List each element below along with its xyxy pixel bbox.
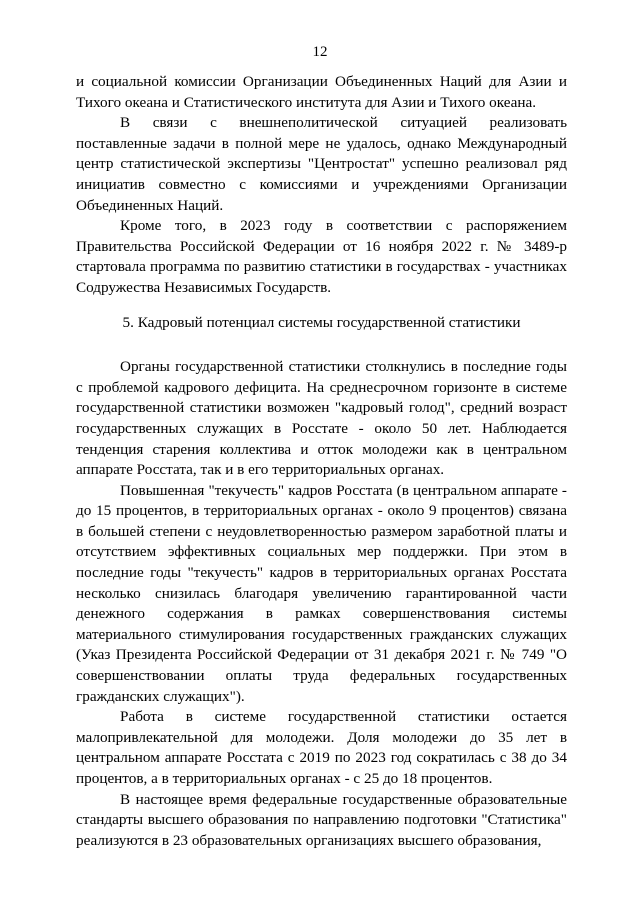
- paragraph-youth-share: Работа в системе государственной статистики остается малопривлекательной для молодежи. Доля молодежи до 35 лет в центральном аппарате Росстата с 2019 по 2023 год сократилась с 38 до 34 процентов, а в территориальных органах - с 25 до 18 процентов.: [76, 708, 567, 787]
- paragraph-continuation: и социальной комиссии Организации Объединенных Наций для Азии и Тихого океана и Статистического института для Азии и Тихого океана.: [76, 73, 567, 111]
- paragraph-staff-shortage: Органы государственной статистики столкнулись в последние годы с проблемой кадрового дефицита. На среднесрочном горизонте в системе государственной статистики возможен "кадровый голод", средний возраст государственных служащих в Росстате - около 50 лет. Наблюдается тенденция старения коллектива и отток молодежи как в центральном аппарате Росстата, так и в его территориальных органах.: [76, 358, 567, 479]
- paragraph-turnover: Повышенная "текучесть" кадров Росстата (в центральном аппарате - до 15 процентов, в территориальных органах - около 9 процентов) связана в большей степени с неудовлетворенностью размером заработной платы и отсутствием эффективных социальных мер поддержки. При этом в последние годы "текучесть" кадров в территориальных органах Росстата несколько снизилась благодаря увеличению гарантированной части денежного содержания в рамках совершенствования системы материального стимулирования государственных гражданских служащих (Указ Президента Российской Федерации от 31 декабря 2021 г. № 749 "О совершенствовании оплаты труда федеральных государственных гражданских служащих").: [76, 481, 567, 705]
- document-body: [76, 72, 567, 851]
- page-number: 12: [312, 44, 328, 60]
- section-heading: 5. Кадровый потенциал системы государственной статистики: [122, 313, 521, 331]
- paragraph-education-standards: В настоящее время федеральные государственные образовательные стандарты высшего образования по направлению подготовки "Статистика" реализуются в 23 образовательных организациях высшего образования,: [76, 790, 567, 849]
- paragraph-centrostat: В связи с внешнеполитической ситуацией реализовать поставленные задачи в полной мере не удалось, однако Международный центр статистической экспертизы "Центростат" успешно реализовал ряд инициатив совместно с комиссиями и учреждениями Организации Объединенных Наций.: [76, 114, 567, 214]
- paragraph-cis-program: Кроме того, в 2023 году в соответствии с распоряжением Правительства Российской Федерации от 16 ноября 2022 г. № 3489-р стартовала программа по развитию статистики в государствах - участниках Содружества Независимых Государств.: [76, 217, 567, 296]
